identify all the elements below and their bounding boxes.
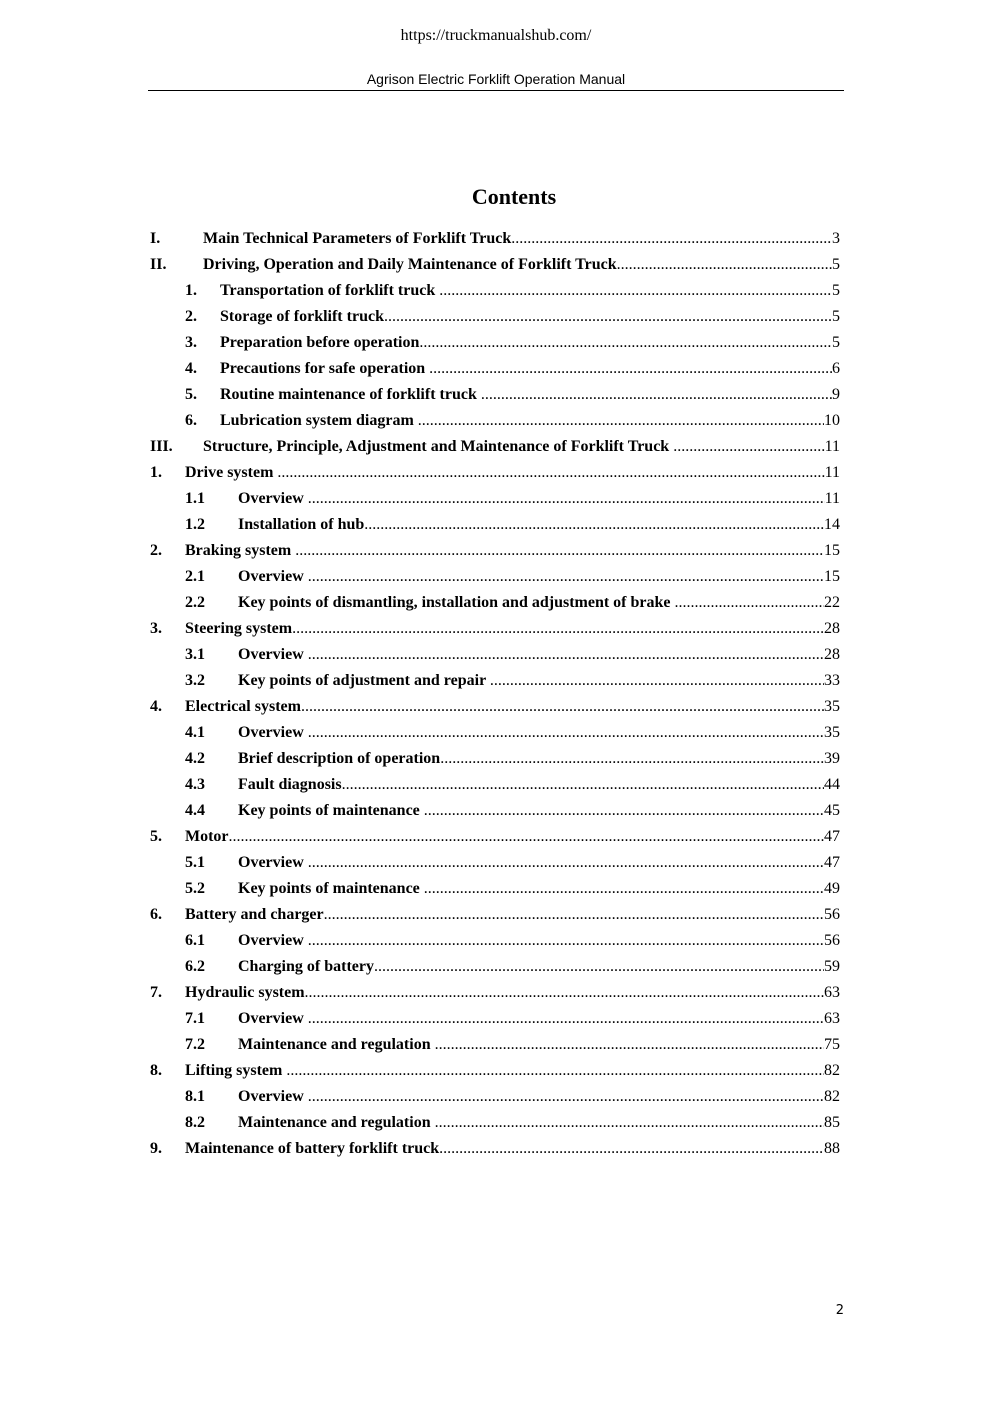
toc-entry-title: Key points of maintenance [238,802,424,819]
toc-entry-page: 15 [824,542,840,559]
toc-entry-title: Overview [238,854,308,871]
toc-entry-page: 44 [824,776,840,793]
header-rule [148,90,844,91]
table-of-contents [150,226,840,1162]
toc-dot-leader [295,538,824,564]
toc-entry-page: 82 [824,1088,840,1105]
toc-entry-title: Overview [238,1088,308,1105]
toc-entry-number: 2.1 [185,568,205,585]
toc-entry[interactable] [150,746,840,772]
toc-entry-number: 5.2 [185,880,205,897]
toc-entry-page: 15 [824,568,840,585]
toc-entry-title: Overview [238,1010,308,1027]
toc-entry[interactable] [150,304,840,330]
toc-entry-title: Overview [238,490,308,507]
toc-entry-page: 14 [824,516,840,533]
toc-entry-number: 3. [150,620,162,637]
toc-entry-number: 6. [150,906,162,923]
toc-dot-leader [277,460,824,486]
toc-entry-number: 1.1 [185,490,205,507]
toc-entry-number: 1. [150,464,162,481]
toc-entry-page: 82 [824,1062,840,1079]
toc-entry-title: Hydraulic system [185,984,305,1001]
toc-dot-leader [229,824,824,850]
toc-entry-number: 8.2 [185,1114,205,1131]
toc-entry[interactable] [150,434,840,460]
toc-dot-leader [364,512,824,538]
toc-entry-page: 63 [824,1010,840,1027]
toc-dot-leader [305,980,824,1006]
toc-entry-title: Storage of forklift truck [220,308,384,325]
toc-entry-page: 39 [824,750,840,767]
toc-entry-page: 75 [824,1036,840,1053]
toc-entry-number: 5. [185,386,197,403]
toc-entry[interactable] [150,1006,840,1032]
toc-dot-leader [439,1136,824,1162]
toc-entry-title: Drive system [185,464,278,481]
toc-entry-title: Transportation of forklift truck [220,282,440,299]
toc-entry-number: 6. [185,412,197,429]
toc-entry-page: 49 [824,880,840,897]
toc-entry-page: 5 [832,308,840,325]
toc-dot-leader [673,434,824,460]
toc-entry[interactable] [150,278,840,304]
toc-entry-page: 56 [824,906,840,923]
toc-entry-number: 4.3 [185,776,205,793]
toc-entry-title: Electrical system [185,698,301,715]
toc-entry-title: Overview [238,568,308,585]
toc-entry[interactable] [150,798,840,824]
toc-entry-page: 47 [824,828,840,845]
toc-dot-leader [308,850,824,876]
toc-entry-page: 63 [824,984,840,1001]
toc-entry-title: Main Technical Parameters of Forklift Truck [203,230,512,247]
toc-entry[interactable] [150,876,840,902]
toc-entry-page: 85 [824,1114,840,1131]
toc-entry-number: III. [150,438,173,455]
toc-entry-title: Lubrication system diagram [220,412,418,429]
toc-dot-leader [308,486,825,512]
toc-entry-title: Brief description of operation [238,750,441,767]
toc-entry-title: Steering system [185,620,293,637]
toc-entry[interactable] [150,980,840,1006]
toc-entry-page: 35 [824,724,840,741]
toc-entry-number: 7.2 [185,1036,205,1053]
toc-entry-number: 7.1 [185,1010,205,1027]
toc-dot-leader [424,876,824,902]
toc-entry-page: 35 [824,698,840,715]
toc-entry-page: 9 [832,386,840,403]
toc-entry-number: 5. [150,828,162,845]
toc-entry-number: 3.1 [185,646,205,663]
toc-dot-leader [429,356,832,382]
toc-entry-title: Battery and charger [185,906,324,923]
toc-entry[interactable] [150,694,840,720]
toc-entry-title: Overview [238,724,308,741]
toc-entry-page: 5 [832,282,840,299]
toc-entry-title: Overview [238,646,308,663]
toc-entry-page: 47 [824,854,840,871]
toc-entry-page: 11 [824,464,840,481]
toc-entry-number: 5.1 [185,854,205,871]
toc-entry-title: Overview [238,932,308,949]
toc-entry-page: 11 [824,490,840,507]
toc-entry-number: 9. [150,1140,162,1157]
toc-dot-leader [292,616,824,642]
toc-dot-leader [481,382,832,408]
toc-entry-page: 5 [832,334,840,351]
toc-entry-number: 2. [150,542,162,559]
toc-entry-number: 4. [185,360,197,377]
toc-entry[interactable] [150,850,840,876]
toc-entry-number: II. [150,256,167,273]
toc-entry-title: Driving, Operation and Daily Maintenance of Forklift Truck [203,256,617,273]
toc-entry-page: 28 [824,620,840,637]
toc-entry[interactable] [150,1084,840,1110]
toc-entry-title: Fault diagnosis [238,776,342,793]
toc-entry[interactable] [150,564,840,590]
toc-entry-title: Key points of maintenance [238,880,424,897]
toc-entry-title: Motor [185,828,229,845]
toc-entry-page: 56 [824,932,840,949]
toc-entry-page: 45 [824,802,840,819]
toc-entry-number: 1.2 [185,516,205,533]
toc-entry-page: 10 [824,412,840,429]
toc-dot-leader [418,408,824,434]
toc-dot-leader [435,1032,824,1058]
toc-dot-leader [374,954,824,980]
toc-entry-page: 33 [824,672,840,689]
toc-dot-leader [308,1084,824,1110]
toc-dot-leader [308,564,824,590]
toc-dot-leader [617,252,832,278]
toc-entry[interactable] [150,902,840,928]
toc-entry[interactable] [150,642,840,668]
toc-entry-number: 6.2 [185,958,205,975]
toc-dot-leader [439,278,832,304]
toc-entry-number: 3. [185,334,197,351]
toc-dot-leader [490,668,824,694]
toc-entry-number: I. [150,230,161,247]
toc-entry-page: 59 [824,958,840,975]
toc-entry-number: 4.1 [185,724,205,741]
toc-entry[interactable] [150,720,840,746]
toc-entry-title: Lifting system [185,1062,287,1079]
toc-entry-title: Key points of adjustment and repair [238,672,490,689]
running-header: Agrison Electric Forklift Operation Manual [366,71,626,87]
toc-entry-title: Preparation before operation [220,334,420,351]
toc-entry-number: 4.4 [185,802,205,819]
toc-entry[interactable] [150,954,840,980]
toc-dot-leader [286,1058,824,1084]
toc-entry-number: 8.1 [185,1088,205,1105]
page-number: 2 [835,1303,844,1318]
toc-entry[interactable] [150,616,840,642]
toc-entry[interactable] [150,928,840,954]
toc-entry-page: 22 [824,594,840,611]
toc-entry[interactable] [150,1136,840,1162]
toc-entry[interactable] [150,512,840,538]
toc-entry[interactable] [150,382,840,408]
toc-entry[interactable] [150,408,840,434]
toc-dot-leader [324,902,824,928]
toc-entry[interactable] [150,226,840,252]
toc-dot-leader [440,746,824,772]
toc-entry[interactable] [150,1032,840,1058]
toc-entry-title: Precautions for safe operation [220,360,430,377]
toc-entry-page: 88 [824,1140,840,1157]
toc-entry-title: Maintenance and regulation [238,1036,435,1053]
toc-entry-number: 3.2 [185,672,205,689]
toc-entry[interactable] [150,538,840,564]
toc-entry-title: Braking system [185,542,296,559]
toc-entry[interactable] [150,1110,840,1136]
contents-title: Contents [471,184,557,209]
toc-entry-title: Routine maintenance of forklift truck [220,386,481,403]
toc-dot-leader [511,226,832,252]
toc-entry[interactable] [150,1058,840,1084]
toc-entry[interactable] [150,668,840,694]
toc-entry[interactable] [150,486,840,512]
toc-entry-number: 7. [150,984,162,1001]
toc-entry-title: Key points of dismantling, installation and adjustment of brake [238,594,675,611]
toc-dot-leader [308,928,824,954]
toc-entry-page: 6 [832,360,840,377]
toc-entry-page: 28 [824,646,840,663]
toc-entry-title: Charging of battery [238,958,374,975]
toc-dot-leader [384,304,832,330]
toc-entry[interactable] [150,590,840,616]
toc-entry-number: 4. [150,698,162,715]
toc-entry-number: 1. [185,282,197,299]
toc-entry-number: 4.2 [185,750,205,767]
toc-entry-title: Structure, Principle, Adjustment and Maintenance of Forklift Truck [203,438,674,455]
toc-dot-leader [308,720,824,746]
toc-dot-leader [675,590,824,616]
toc-entry-title: Maintenance of battery forklift truck [185,1140,440,1157]
toc-entry[interactable] [150,330,840,356]
toc-entry-page: 5 [832,256,840,273]
toc-entry[interactable] [150,356,840,382]
toc-entry[interactable] [150,252,840,278]
toc-entry-title: Installation of hub [238,516,365,533]
toc-entry-number: 2. [185,308,197,325]
toc-dot-leader [301,694,824,720]
toc-dot-leader [308,642,824,668]
toc-entry-page: 3 [832,230,840,247]
toc-dot-leader [424,798,824,824]
toc-entry-page: 11 [824,438,840,455]
source-url: https://truckmanualshub.com/ [400,27,592,44]
toc-dot-leader [419,330,832,356]
toc-dot-leader [435,1110,824,1136]
toc-entry-number: 2.2 [185,594,205,611]
toc-entry-number: 6.1 [185,932,205,949]
toc-entry-number: 8. [150,1062,162,1079]
toc-dot-leader [308,1006,824,1032]
toc-entry[interactable] [150,824,840,850]
toc-dot-leader [342,772,824,798]
toc-entry-title: Maintenance and regulation [238,1114,435,1131]
toc-entry[interactable] [150,460,840,486]
toc-entry[interactable] [150,772,840,798]
